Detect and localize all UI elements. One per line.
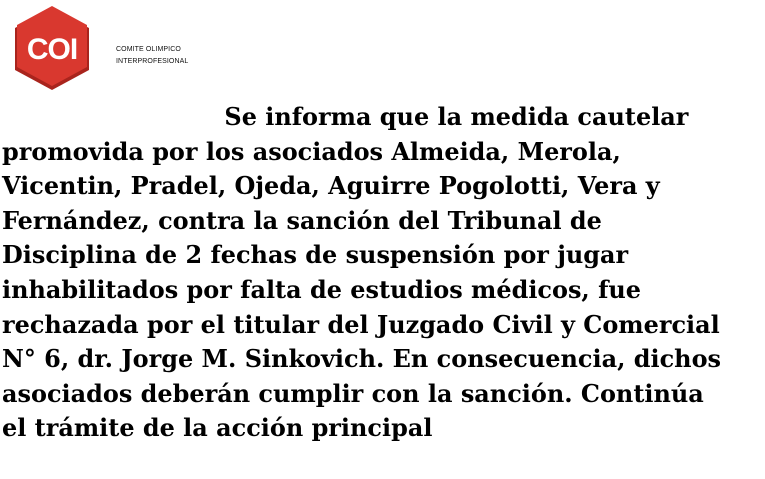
coi-logo [9,6,95,92]
announcement-line: N° 6, dr. Jorge M. Sinkovich. En consecuencia, dichos [2,344,722,374]
announcement-text [2,100,765,446]
announcement-line: el trámite de la acción principal [2,413,433,443]
header [9,6,269,92]
announcement-line: rechazada por el titular del Juzgado Civil y Comercial [2,309,720,339]
announcement-line: Fernández, contra la sanción del Tribunal de [2,205,602,235]
organization-name-line-1: COMITE OLIMPICO [116,46,181,53]
announcement-line: asociados deberán cumplir con la sanción. Continúa [2,378,704,408]
announcement-line: Vicentin, Pradel, Ojeda, Aguirre Pogolotti, Vera y [2,171,660,201]
announcement-line: Se informa que la medida cautelar [224,102,689,131]
announcement-line: Disciplina de 2 fechas de suspensión por jugar [2,240,629,270]
logo-text: COI [26,33,78,66]
announcement-line: inhabilitados por falta de estudios médicos, fue [2,274,642,304]
organization-name-line-2: INTERPROFESIONAL [116,58,189,65]
organization-name [116,44,188,68]
announcement-line: promovida por los asociados Almeida, Merola, [2,136,621,166]
